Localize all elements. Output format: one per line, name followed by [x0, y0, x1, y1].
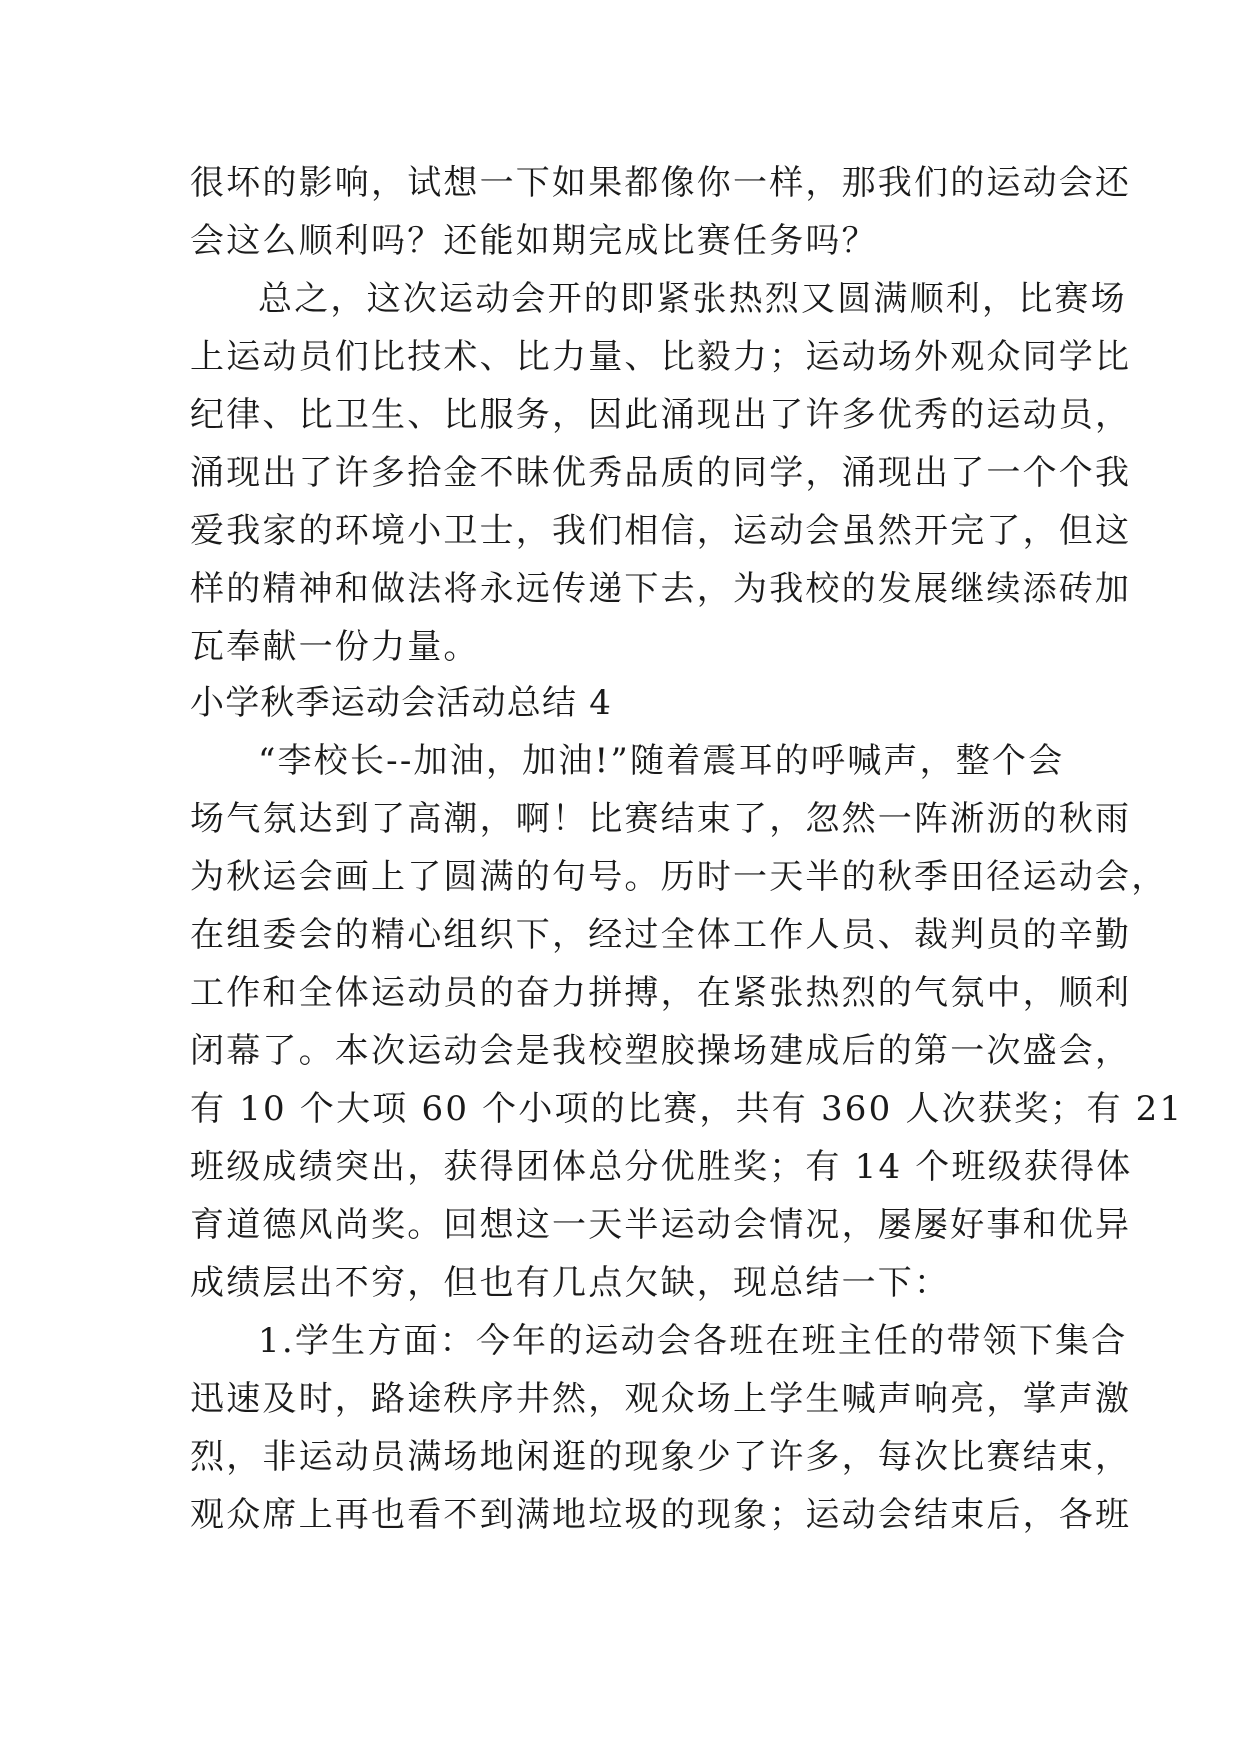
text-line-6: 涌现出了许多拾金不昧优秀品质的同学，涌现出了一个个我: [190, 453, 1132, 493]
text-line-7: 爱我家的环境小卫士，我们相信，运动会虽然开完了，但这: [190, 511, 1132, 551]
text-line-14: 在组委会的精心组织下，经过全体工作人员、裁判员的辛勤: [190, 915, 1132, 955]
text-line-5: 纪律、比卫生、比服务，因此涌现出了许多优秀的运动员，: [190, 395, 1132, 435]
text-line-9: 瓦奉献一份力量。: [190, 627, 480, 667]
paragraph-start-students: 1.学生方面：今年的运动会各班在班主任的带领下集合: [258, 1321, 1128, 1361]
text-line-16: 闭幕了。本次运动会是我校塑胶操场建成后的第一次盛会，: [190, 1031, 1132, 1071]
text-line-17: 有 10 个大项 60 个小项的比赛，共有 360 人次获奖；有 21: [190, 1089, 1184, 1129]
text-line-20: 成绩层出不穷，但也有几点欠缺，现总结一下：: [190, 1263, 951, 1303]
text-line-15: 工作和全体运动员的奋力拼搏，在紧张热烈的气氛中，顺利: [190, 973, 1132, 1013]
text-line-13: 为秋运会画上了圆满的句号。历时一天半的秋季田径运动会，: [190, 857, 1168, 897]
paragraph-start-cheer: “李校长--加油，加油!”随着震耳的呼喊声，整个会: [258, 741, 1065, 781]
text-line-4: 上运动员们比技术、比力量、比毅力；运动场外观众同学比: [190, 337, 1132, 377]
paragraph-start-summary: 总之，这次运动会开的即紧张热烈又圆满顺利，比赛场: [258, 279, 1127, 319]
text-line-19: 育道德风尚奖。回想这一天半运动会情况，屡屡好事和优异: [190, 1205, 1132, 1245]
text-line-23: 烈，非运动员满场地闲逛的现象少了许多，每次比赛结束，: [190, 1437, 1132, 1477]
text-line-1: 很坏的影响，试想一下如果都像你一样，那我们的运动会还: [190, 163, 1132, 203]
text-line-12: 场气氛达到了高潮，啊！比赛结束了，忽然一阵淅沥的秋雨: [190, 799, 1132, 839]
text-line-24: 观众席上再也看不到满地垃圾的现象；运动会结束后，各班: [190, 1495, 1132, 1535]
text-line-2: 会这么顺利吗？还能如期完成比赛任务吗？: [190, 221, 878, 261]
text-line-18: 班级成绩突出，获得团体总分优胜奖；有 14 个班级获得体: [190, 1147, 1133, 1187]
text-line-8: 样的精神和做法将永远传递下去，为我校的发展继续添砖加: [190, 569, 1132, 609]
text-line-22: 迅速及时，路途秩序井然，观众场上学生喊声响亮，掌声激: [190, 1379, 1132, 1419]
section-heading: 小学秋季运动会活动总结 4: [190, 683, 613, 723]
